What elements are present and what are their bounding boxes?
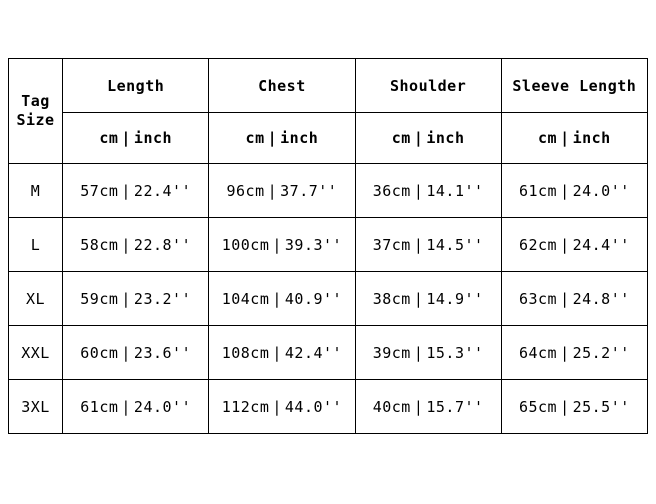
- cell-length-inch: 23.6'': [133, 343, 192, 362]
- cell-length-sep: |: [121, 181, 131, 200]
- table-header-group-row: [9, 59, 648, 113]
- unit-separator-length: |: [121, 129, 131, 147]
- table-row: [9, 272, 648, 326]
- cell-sleeve-cm: 64cm: [518, 343, 558, 362]
- cell-shoulder-cm: 40cm: [372, 397, 411, 416]
- cell-sleeve-inch: 25.2'': [572, 343, 630, 362]
- cell-chest-inch: 37.7'': [280, 181, 338, 200]
- tag-size-header-line2: Size: [16, 111, 55, 129]
- cell-chest-inch: 39.3'': [284, 235, 343, 254]
- table-row: [9, 218, 648, 272]
- cell-sleeve: [501, 164, 647, 218]
- cell-sleeve-sep: |: [560, 289, 570, 308]
- cell-chest: [209, 380, 355, 434]
- cell-shoulder-sep: |: [413, 289, 424, 308]
- cell-length-sep: |: [121, 235, 131, 254]
- table-row: [9, 164, 648, 218]
- cell-chest-sep: |: [272, 397, 282, 416]
- cell-shoulder-inch: 15.7'': [426, 397, 484, 416]
- cell-chest-inch: 40.9'': [284, 289, 343, 308]
- cell-length: [63, 272, 209, 326]
- cell-shoulder-cm: 36cm: [372, 181, 411, 200]
- cell-length-cm: 57cm: [80, 181, 119, 200]
- row-size-label: 3XL: [9, 380, 63, 434]
- cell-length-cm: 60cm: [80, 343, 119, 362]
- cell-sleeve: [501, 218, 647, 272]
- cell-chest-cm: 100cm: [221, 235, 270, 254]
- cell-shoulder-inch: 15.3'': [426, 343, 484, 362]
- column-header-length: Length: [63, 59, 209, 113]
- tag-size-header-line1: Tag: [21, 92, 50, 111]
- cell-sleeve-sep: |: [560, 235, 570, 254]
- cell-shoulder: [355, 380, 501, 434]
- cell-sleeve-sep: |: [560, 181, 570, 200]
- column-header-chest: Chest: [209, 59, 355, 113]
- unit-header-shoulder: [355, 113, 501, 164]
- table-row: [9, 380, 648, 434]
- unit-header-length: [63, 113, 209, 164]
- cell-chest-cm: 108cm: [221, 343, 270, 362]
- cell-length-cm: 61cm: [80, 397, 119, 416]
- cell-shoulder-cm: 37cm: [372, 235, 411, 254]
- cell-shoulder-sep: |: [413, 343, 424, 362]
- cell-shoulder-inch: 14.1'': [426, 181, 484, 200]
- cell-shoulder: [355, 272, 501, 326]
- cell-shoulder-sep: |: [413, 181, 424, 200]
- table-row: [9, 326, 648, 380]
- cell-chest: [209, 326, 355, 380]
- cell-sleeve-cm: 65cm: [518, 397, 558, 416]
- cell-chest-cm: 96cm: [226, 181, 265, 200]
- cell-sleeve: [501, 380, 647, 434]
- cell-length-inch: 24.0'': [133, 397, 192, 416]
- cell-sleeve-cm: 63cm: [518, 289, 558, 308]
- cell-sleeve-cm: 62cm: [518, 235, 558, 254]
- size-chart-table-wrapper: [8, 58, 648, 434]
- unit-header-chest: [209, 113, 355, 164]
- cell-sleeve-sep: |: [560, 397, 570, 416]
- cell-length-sep: |: [121, 397, 131, 416]
- unit-cm-chest: cm: [245, 129, 265, 147]
- unit-header-sleeve: [501, 113, 647, 164]
- cell-length-inch: 23.2'': [133, 289, 192, 308]
- cell-length: [63, 164, 209, 218]
- cell-chest: [209, 272, 355, 326]
- cell-length: [63, 218, 209, 272]
- table-header-unit-row: [9, 113, 648, 164]
- cell-shoulder-sep: |: [413, 235, 424, 254]
- cell-shoulder-inch: 14.9'': [426, 289, 484, 308]
- tag-size-header-cell: [9, 59, 63, 164]
- cell-shoulder: [355, 218, 501, 272]
- cell-shoulder: [355, 164, 501, 218]
- cell-sleeve-sep: |: [560, 343, 570, 362]
- cell-chest-sep: |: [267, 181, 278, 200]
- row-size-label: XXL: [9, 326, 63, 380]
- cell-chest-cm: 104cm: [221, 289, 270, 308]
- unit-separator-sleeve: |: [560, 129, 570, 147]
- unit-separator-shoulder: |: [413, 129, 424, 147]
- unit-cm-shoulder: cm: [391, 129, 411, 147]
- cell-length-sep: |: [121, 343, 131, 362]
- cell-shoulder-sep: |: [413, 397, 424, 416]
- unit-inch-sleeve: inch: [572, 129, 611, 147]
- cell-sleeve-cm: 61cm: [518, 181, 558, 200]
- unit-inch-shoulder: inch: [426, 129, 465, 147]
- cell-length: [63, 326, 209, 380]
- cell-chest-sep: |: [272, 235, 282, 254]
- cell-sleeve-inch: 24.4'': [572, 235, 630, 254]
- cell-chest-cm: 112cm: [221, 397, 270, 416]
- cell-chest-inch: 42.4'': [284, 343, 343, 362]
- cell-sleeve-inch: 24.0'': [572, 181, 630, 200]
- cell-length-inch: 22.8'': [133, 235, 192, 254]
- cell-length-cm: 59cm: [80, 289, 119, 308]
- cell-shoulder-cm: 39cm: [372, 343, 411, 362]
- cell-length: [63, 380, 209, 434]
- row-size-label: M: [9, 164, 63, 218]
- unit-inch-length: inch: [133, 129, 173, 147]
- cell-chest-sep: |: [272, 343, 282, 362]
- unit-cm-length: cm: [99, 129, 119, 147]
- cell-length-inch: 22.4'': [133, 181, 192, 200]
- cell-chest: [209, 164, 355, 218]
- cell-chest: [209, 218, 355, 272]
- cell-chest-sep: |: [272, 289, 282, 308]
- unit-cm-sleeve: cm: [538, 129, 558, 147]
- cell-sleeve: [501, 272, 647, 326]
- cell-length-cm: 58cm: [80, 235, 119, 254]
- cell-sleeve-inch: 25.5'': [572, 397, 630, 416]
- unit-separator-chest: |: [267, 129, 278, 147]
- unit-inch-chest: inch: [280, 129, 319, 147]
- cell-shoulder: [355, 326, 501, 380]
- row-size-label: L: [9, 218, 63, 272]
- cell-sleeve-inch: 24.8'': [572, 289, 630, 308]
- size-chart-table: [8, 58, 648, 434]
- column-header-sleeve-length: Sleeve Length: [501, 59, 647, 113]
- cell-length-sep: |: [121, 289, 131, 308]
- cell-chest-inch: 44.0'': [284, 397, 343, 416]
- cell-shoulder-cm: 38cm: [372, 289, 411, 308]
- column-header-shoulder: Shoulder: [355, 59, 501, 113]
- cell-shoulder-inch: 14.5'': [426, 235, 484, 254]
- row-size-label: XL: [9, 272, 63, 326]
- cell-sleeve: [501, 326, 647, 380]
